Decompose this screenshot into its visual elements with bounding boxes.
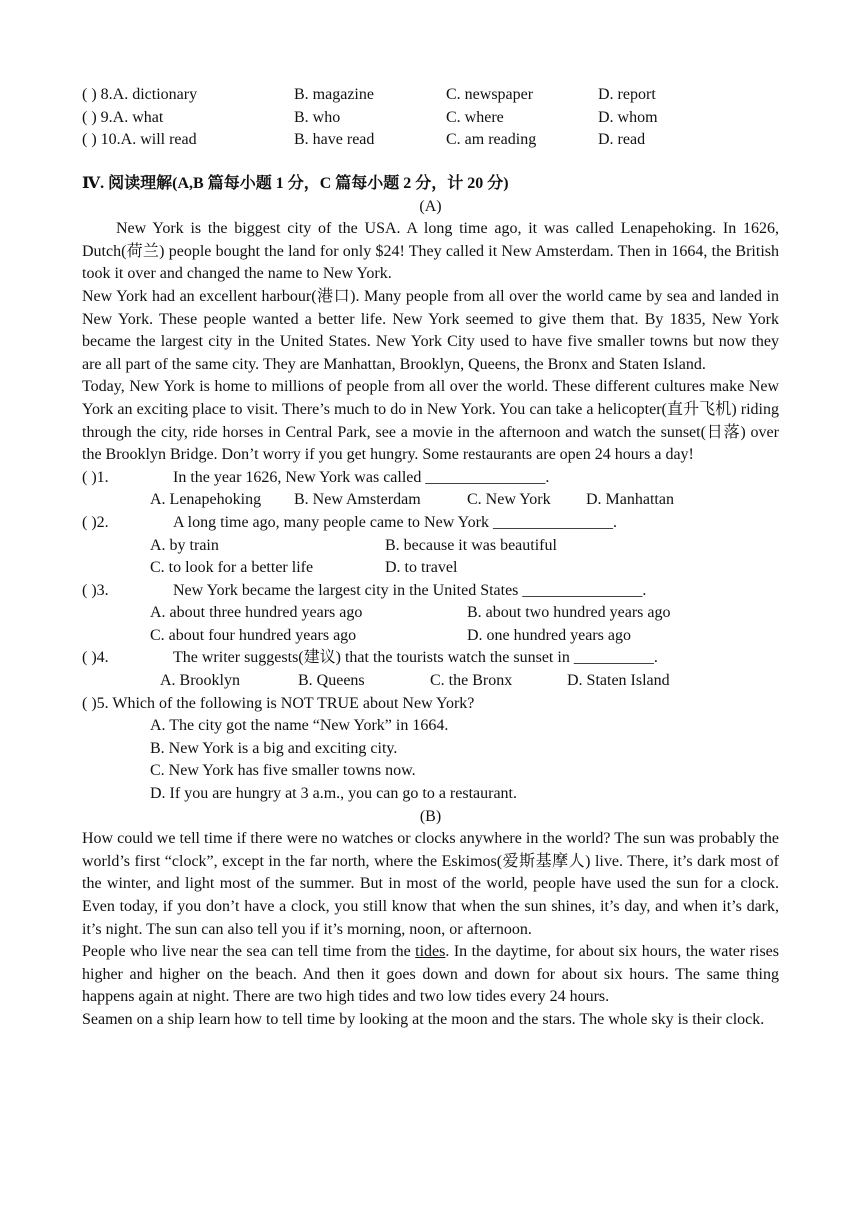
section-title: Ⅳ. 阅读理解(A,B 篇每小题 1 分，C 篇每小题 2 分，计 20 分): [82, 175, 509, 192]
passage-b-p2-after: . In the daytime, for about six hours, the water rises higher and higher on the beach. And then it goes down and down for about six hours. The same thing happens again at night. There are two high tides and two low tides every 24 hours.: [82, 943, 780, 1006]
choice-10-c: C. am reading: [446, 131, 537, 149]
question-4-option-c: C. the Bronx: [430, 672, 513, 690]
question-3-option-b: B. about two hundred years ago: [467, 604, 671, 622]
passage-a-label: (A): [419, 197, 442, 215]
choice-8-b: B. magazine: [294, 86, 374, 103]
question-3-options-cd: [82, 625, 779, 648]
underlined-word-tides: tides: [415, 943, 446, 961]
question-1-option-c: C. New York: [467, 491, 551, 509]
question-4-option-a: A. Brooklyn: [160, 672, 240, 690]
choice-8-c: C. newspaper: [446, 86, 534, 103]
choice-row-8: [82, 84, 779, 107]
question-1-option-a: A. Lenapehoking: [150, 491, 262, 509]
question-5-option-a-row: [82, 715, 779, 738]
choice-10-d: D. read: [598, 131, 646, 149]
question-5-option-c: C. New York has five smaller towns now.: [150, 762, 416, 780]
question-1-text: In the year 1626, New York was called _______________.: [173, 468, 550, 486]
passage-b-paragraph-1: How could we tell time if there were no watches or clocks anywhere in the world? The sun was probably the world’s first “clock”, except in the far north, where the Eskimos(爱斯基摩人) live. There, it’s dark most of the winter, and light most of the summer. But in most of the world, people have used the sun for a clock. Even today, if you don’t have a clock, you still know that when the sun shines, it’s day, and when it’s dark, it’s night. The sun can also tell you if it’s morning, noon, or afternoon.: [82, 830, 779, 938]
choice-row-10: [82, 129, 779, 152]
question-3-option-d: D. one hundred years ago: [467, 626, 631, 644]
question-4-text: The writer suggests(建议) that the tourists watch the sunset in __________.: [173, 649, 658, 667]
question-5: [82, 693, 779, 716]
choice-block: [82, 84, 779, 152]
question-2: [82, 512, 779, 535]
choice-row-9: [82, 107, 779, 130]
passage-b-p2-before: People who live near the sea can tell time from the: [82, 943, 416, 961]
question-3-text: New York became the largest city in the United States _______________.: [173, 581, 647, 599]
question-4-option-d: D. Staten Island: [567, 672, 670, 690]
passage-b-label: (B): [419, 807, 442, 825]
choice-9-a: ( ) 9.A. what: [82, 108, 164, 126]
question-5-option-a: A. The city got the name “New York” in 1664.: [150, 717, 449, 735]
question-5-option-b: B. New York is a big and exciting city.: [150, 739, 398, 757]
choice-9-c: C. where: [446, 108, 504, 126]
question-2-option-b: B. because it was beautiful: [385, 536, 557, 554]
passage-b-paragraph-3: Seamen on a ship learn how to tell time by looking at the moon and the stars. The whole sky is their clock.: [82, 1010, 765, 1028]
question-2-options-cd: [82, 557, 779, 580]
question-4-option-b: B. Queens: [298, 672, 365, 690]
question-1-option-d: D. Manhattan: [586, 491, 674, 509]
choice-9-b: B. who: [294, 108, 341, 126]
question-1: [82, 467, 779, 490]
question-5-option-d: D. If you are hungry at 3 a.m., you can go to a restaurant.: [150, 785, 517, 803]
question-2-option-a: A. by train: [150, 536, 219, 554]
question-3-option-c: C. about four hundred years ago: [150, 626, 357, 644]
choice-10-b: B. have read: [294, 131, 375, 149]
choice-8-a: ( ) 8.A. dictionary: [82, 86, 198, 103]
question-4-options: [82, 670, 779, 693]
question-4-number: ( )4.: [82, 649, 109, 667]
question-1-option-b: B. New Amsterdam: [294, 491, 421, 509]
choice-8-d: D. report: [598, 86, 656, 103]
question-5-option-d-row: [82, 783, 779, 806]
reading-section: [82, 173, 779, 1032]
question-2-options-ab: [82, 535, 779, 558]
passage-a-paragraph-2: New York had an excellent harbour(港口). Many people from all over the world came by sea and landed in New York. These people wanted a better life. New York seemed to give them that. By 1835, New York became the largest city in the United States. New York City used to have five smaller towns but now they are all part of the same city. They are Manhattan, Brooklyn, Queens, the Bronx and Staten Island.: [82, 287, 779, 373]
question-2-option-c: C. to look for a better life: [150, 559, 314, 577]
choice-10-a: ( ) 10.A. will read: [82, 131, 197, 149]
question-2-text: A long time ago, many people came to New York _______________.: [173, 513, 617, 531]
question-2-option-d: D. to travel: [385, 559, 458, 577]
question-5-option-c-row: [82, 760, 779, 783]
question-2-number: ( )2.: [82, 513, 109, 531]
question-5-option-b-row: [82, 738, 779, 761]
question-4: [82, 647, 779, 670]
question-1-number: ( )1.: [82, 468, 109, 486]
question-3-number: ( )3.: [82, 581, 109, 599]
passage-b-paragraph-2: [82, 941, 779, 1009]
passage-a-paragraph-1: New York is the biggest city of the USA. A long time ago, it was called Lenapehoking. In 1626, Dutch(荷兰) people bought the land for only $24! They called it New Amsterdam. Then in 1664, the British took it over and changed the name to New York.: [82, 220, 779, 283]
passage-a-paragraph-3: Today, New York is home to millions of people from all over the world. These different cultures make New York an exciting place to visit. There’s much to do in New York. You can take a helicopter(直升飞机) riding through the city, ride horses in Central Park, see a movie in the afternoon and watch the sunset(日落) over the Brooklyn Bridge. Don’t worry if you get hungry. Some restaurants are open 24 hours a day!: [82, 378, 779, 464]
question-1-options: [82, 489, 779, 512]
question-3-option-a: A. about three hundred years ago: [150, 604, 363, 622]
question-5-text: ( )5. Which of the following is NOT TRUE about New York?: [82, 694, 475, 712]
question-3: [82, 580, 779, 603]
question-3-options-ab: [82, 602, 779, 625]
choice-9-d: D. whom: [598, 108, 658, 126]
